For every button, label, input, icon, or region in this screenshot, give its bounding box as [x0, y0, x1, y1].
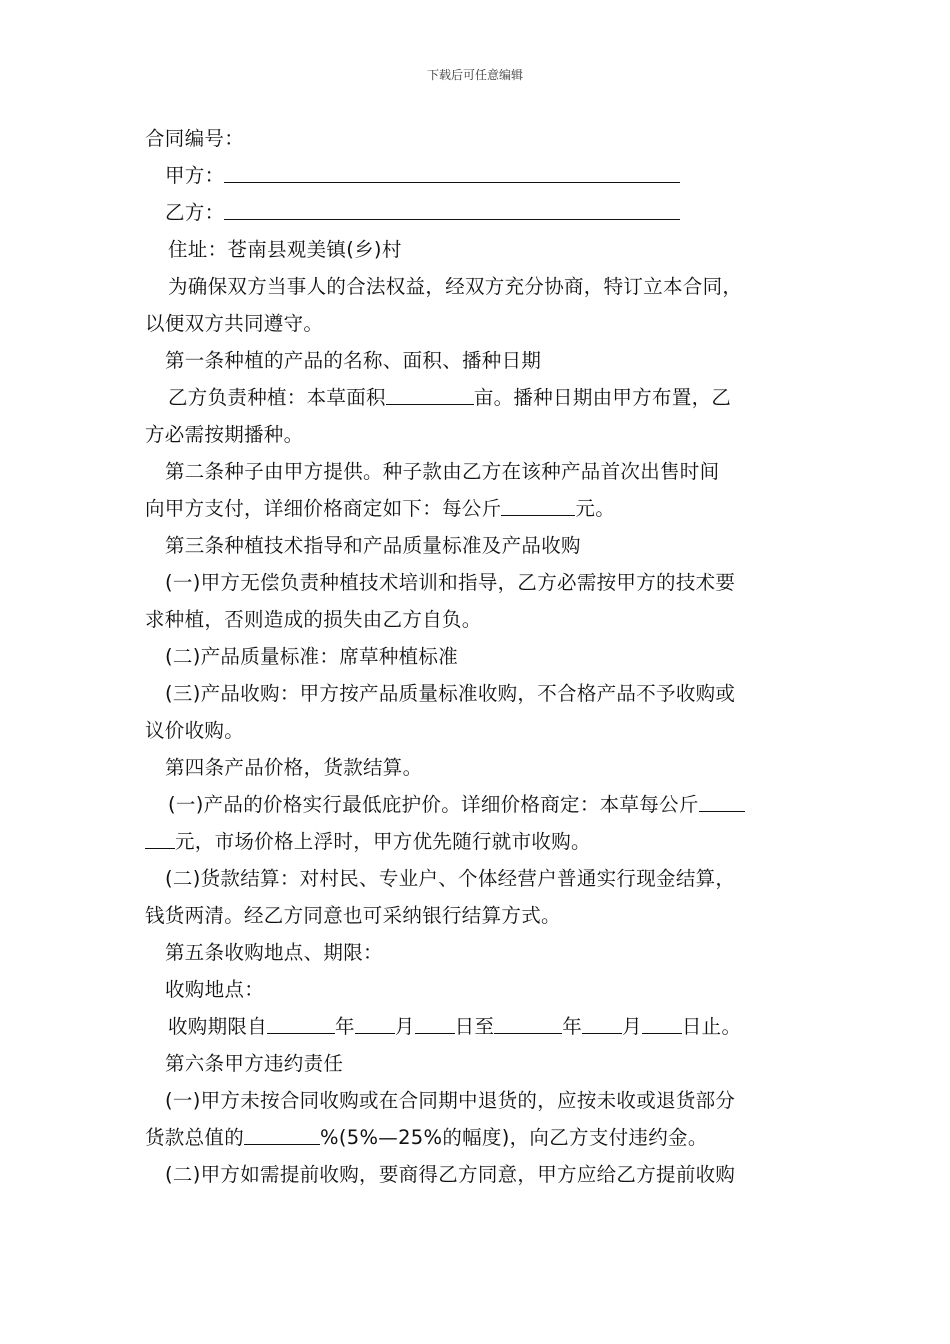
line-text: 住址：苍南县观美镇(乡)村: [168, 238, 402, 261]
contract-line: [145, 823, 815, 860]
contract-body: [145, 120, 815, 1193]
fill-in-blank: [642, 1015, 682, 1034]
line-text: 求种植，否则造成的损失由乙方自负。: [145, 608, 482, 631]
fill-in-blank: [699, 793, 745, 812]
contract-line: [145, 379, 815, 416]
contract-line: [145, 934, 815, 971]
line-text: 第一条种植的产品的名称、面积、播种日期: [165, 349, 542, 372]
line-text: 乙方负责种植：本草面积: [168, 386, 386, 409]
page-header: 下载后可任意编辑: [426, 68, 523, 82]
contract-line: [145, 342, 815, 379]
line-text: (二)甲方如需提前收购，要商得乙方同意，甲方应给乙方提前收购: [165, 1163, 736, 1186]
contract-line: [145, 712, 815, 749]
line-text: %(5%—25%的幅度)，向乙方支付违约金。: [320, 1126, 708, 1149]
line-text: 合同编号：: [145, 127, 245, 150]
fill-in-blank: [494, 1015, 562, 1034]
contract-line: [145, 194, 815, 231]
line-text: 年: [562, 1015, 583, 1038]
line-text: 以便双方共同遵守。: [145, 312, 324, 335]
contract-line: [145, 897, 815, 934]
fill-in-blank: [224, 201, 680, 220]
fill-in-blank: [244, 1126, 320, 1145]
contract-line: [145, 490, 815, 527]
fill-in-blank: [145, 830, 175, 849]
contract-line: [145, 120, 815, 157]
contract-line: [145, 305, 815, 342]
fill-in-blank: [386, 386, 474, 405]
line-text: (一)甲方未按合同收购或在合同期中退货的，应按未收或退货部分: [165, 1089, 736, 1112]
line-text: 收购地点：: [165, 978, 265, 1001]
line-text: 第四条产品价格，货款结算。: [165, 756, 423, 779]
line-text: 收购期限自: [168, 1015, 268, 1038]
contract-line: [145, 971, 815, 1008]
line-text: (一)产品的价格实行最低庇护价。详细价格商定：本草每公斤: [168, 793, 699, 816]
contract-line: [145, 638, 815, 675]
fill-in-blank: [224, 164, 680, 183]
contract-line: [145, 564, 815, 601]
fill-in-blank: [267, 1015, 335, 1034]
line-text: 方必需按期播种。: [145, 423, 304, 446]
contract-line: [145, 268, 815, 305]
line-text: 年: [335, 1015, 355, 1038]
line-text: (二)货款结算：对村民、专业户、个体经营户普通实行现金结算，: [165, 867, 736, 890]
line-text: 第二条种子由甲方提供。种子款由乙方在该种产品首次出售时间: [165, 460, 720, 483]
fill-in-blank: [355, 1015, 395, 1034]
line-text: 月: [622, 1015, 642, 1038]
line-text: 日至: [454, 1015, 495, 1038]
line-text: (一)甲方无偿负责种植技术培训和指导，乙方必需按甲方的技术要: [165, 571, 736, 594]
contract-line: [145, 749, 815, 786]
party-label: 乙方：: [165, 201, 225, 224]
contract-line: [145, 601, 815, 638]
contract-line: [145, 416, 815, 453]
line-text: 第三条种植技术指导和产品质量标准及产品收购: [165, 534, 581, 557]
line-text: (三)产品收购：甲方按产品质量标准收购，不合格产品不予收购或: [165, 682, 736, 705]
party-label: 甲方：: [165, 164, 225, 187]
line-text: 向甲方支付，详细价格商定如下：每公斤: [145, 497, 502, 520]
contract-line: [145, 231, 815, 268]
contract-line: [145, 157, 815, 194]
contract-line: [145, 1008, 815, 1045]
line-text: 货款总值的: [145, 1126, 245, 1149]
contract-line: [145, 1082, 815, 1119]
fill-in-blank: [415, 1015, 455, 1034]
line-text: 为确保双方当事人的合法权益，经双方充分协商，特订立本合同，: [168, 275, 743, 298]
contract-line: [145, 1119, 815, 1156]
line-text: 第五条收购地点、期限：: [165, 941, 383, 964]
line-text: 日止。: [681, 1015, 742, 1038]
contract-line: [145, 1156, 815, 1193]
line-text: 第六条甲方违约责任: [165, 1052, 344, 1075]
line-text: 钱货两清。经乙方同意也可采纳银行结算方式。: [145, 904, 561, 927]
contract-line: [145, 675, 815, 712]
line-text: 元。: [575, 497, 616, 520]
contract-line: [145, 527, 815, 564]
contract-line: [145, 453, 815, 490]
line-text: 元，市场价格上浮时，甲方优先随行就市收购。: [175, 830, 591, 853]
line-text: 月: [394, 1015, 415, 1038]
fill-in-blank: [501, 497, 575, 516]
contract-line: [145, 860, 815, 897]
line-text: 议价收购。: [145, 719, 245, 742]
contract-line: [145, 1045, 815, 1082]
fill-in-blank: [582, 1015, 622, 1034]
line-text: (二)产品质量标准：席草种植标准: [165, 645, 459, 668]
contract-line: [145, 786, 815, 823]
line-text: 亩。播种日期由甲方布置，乙: [473, 386, 732, 409]
